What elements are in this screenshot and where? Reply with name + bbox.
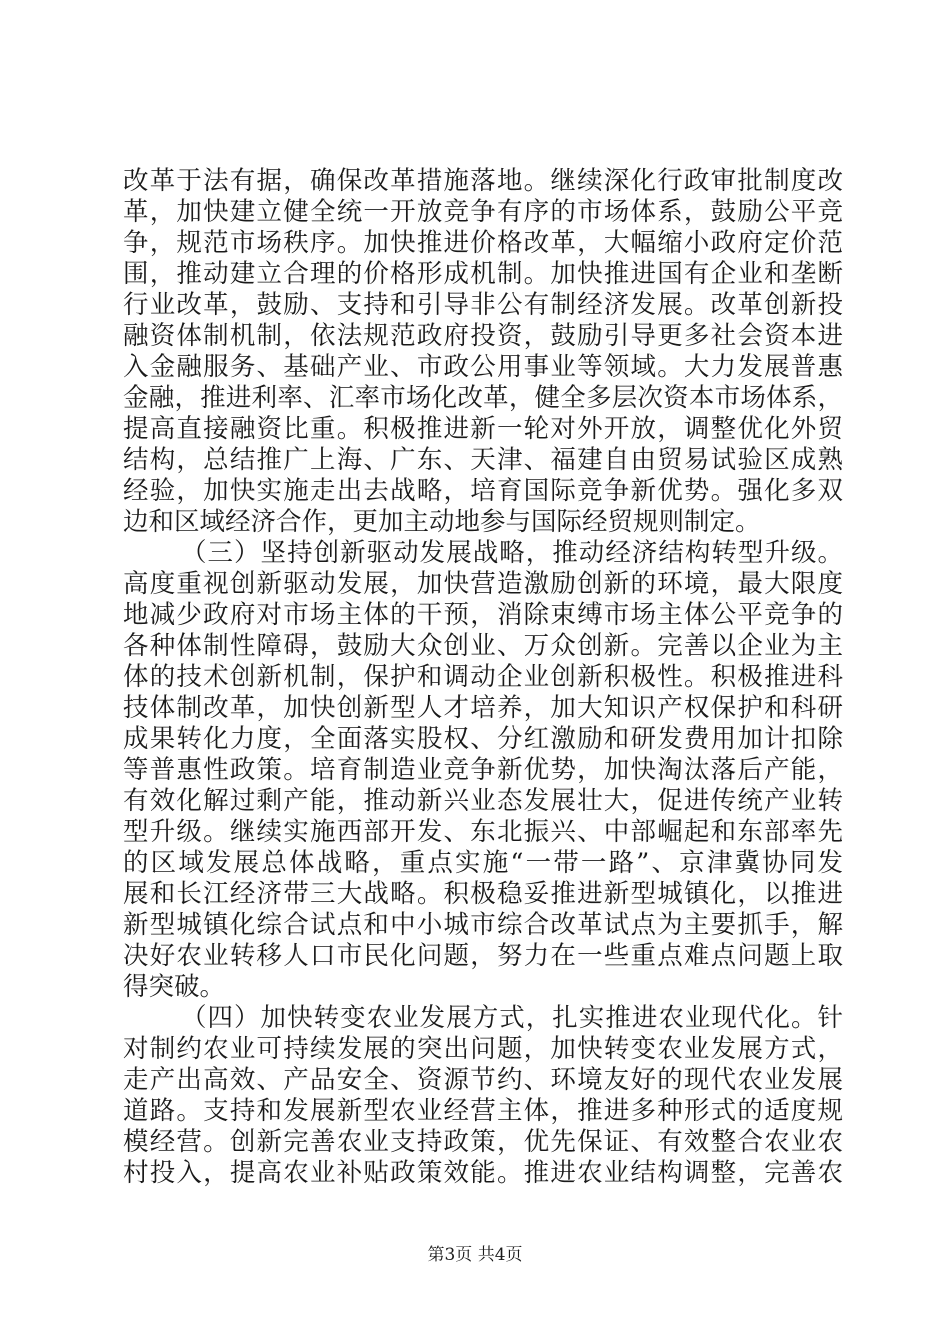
text-line: 争，规范市场秩序。加快推进价格改革，大幅缩小政府定价范 (123, 228, 843, 258)
text-line: 展和长江经济带三大战略。积极稳妥推进新型城镇化，以推进 (123, 879, 843, 909)
section-heading-line: （四）加快转变农业发展方式，扎实推进农业现代化。针 (181, 1003, 843, 1033)
text-line: 对制约农业可持续发展的突出问题，加快转变农业发展方式， (123, 1034, 843, 1064)
text-line: 改革于法有据，确保改革措施落地。继续深化行政审批制度改 (123, 166, 843, 196)
text-line: 体的技术创新机制，保护和调动企业创新积极性。积极推进科 (123, 662, 843, 692)
text-line: 得突破。 (123, 972, 226, 1002)
text-line: 结构，总结推广上海、广东、天津、福建自由贸易试验区成熟 (123, 445, 843, 475)
text-line: 新型城镇化综合试点和中小城市综合改革试点为主要抓手，解 (123, 910, 843, 940)
text-line: 行业改革，鼓励、支持和引导非公有制经济发展。改革创新投 (123, 290, 843, 320)
text-line: 的区域发展总体战略，重点实施“一带一路”、京津冀协同发 (123, 848, 843, 878)
text-line: 各种体制性障碍，鼓励大众创业、万众创新。完善以企业为主 (123, 631, 843, 661)
text-line: 围，推动建立合理的价格形成机制。加快推进国有企业和垄断 (123, 259, 843, 289)
text-line: 成果转化力度，全面落实股权、分红激励和研发费用加计扣除 (123, 724, 843, 754)
text-line: 提高直接融资比重。积极推进新一轮对外开放，调整优化外贸 (123, 414, 843, 444)
text-line: 革，加快建立健全统一开放竞争有序的市场体系，鼓励公平竞 (123, 197, 843, 227)
document-body (123, 166, 843, 1189)
text-line: 入金融服务、基础产业、市政公用事业等领域。大力发展普惠 (123, 352, 843, 382)
page-number-footer: 第3页 共4页 (427, 1245, 523, 1265)
text-line: 技体制改革，加快创新型人才培养，加大知识产权保护和科研 (123, 693, 843, 723)
text-line: 走产出高效、产品安全、资源节约、环境友好的现代农业发展 (123, 1065, 843, 1095)
text-line: 决好农业转移人口市民化问题，努力在一些重点难点问题上取 (123, 941, 843, 971)
text-line: 模经营。创新完善农业支持政策，优先保证、有效整合农业农 (123, 1127, 843, 1157)
text-line: 型升级。继续实施西部开发、东北振兴、中部崛起和东部率先 (123, 817, 843, 847)
text-line: 金融，推进利率、汇率市场化改革，健全多层次资本市场体系， (123, 383, 843, 413)
text-line: 高度重视创新驱动发展，加快营造激励创新的环境，最大限度 (123, 569, 843, 599)
text-line: 融资体制机制，依法规范政府投资，鼓励引导更多社会资本进 (123, 321, 843, 351)
text-line: 有效化解过剩产能，推动新兴业态发展壮大，促进传统产业转 (123, 786, 843, 816)
text-line: 道路。支持和发展新型农业经营主体，推进多种形式的适度规 (123, 1096, 843, 1126)
text-line: 地减少政府对市场主体的干预，消除束缚市场主体公平竞争的 (123, 600, 843, 630)
text-line: 经验，加快实施走出去战略，培育国际竞争新优势。强化多双 (123, 476, 843, 506)
text-line: 村投入，提高农业补贴政策效能。推进农业结构调整，完善农 (123, 1158, 843, 1188)
section-heading-line: （三）坚持创新驱动发展战略，推动经济结构转型升级。 (181, 538, 843, 568)
text-line: 等普惠性政策。培育制造业竞争新优势，加快淘汰落后产能， (123, 755, 843, 785)
text-line: 边和区域经济合作，更加主动地参与国际经贸规则制定。 (123, 507, 761, 537)
